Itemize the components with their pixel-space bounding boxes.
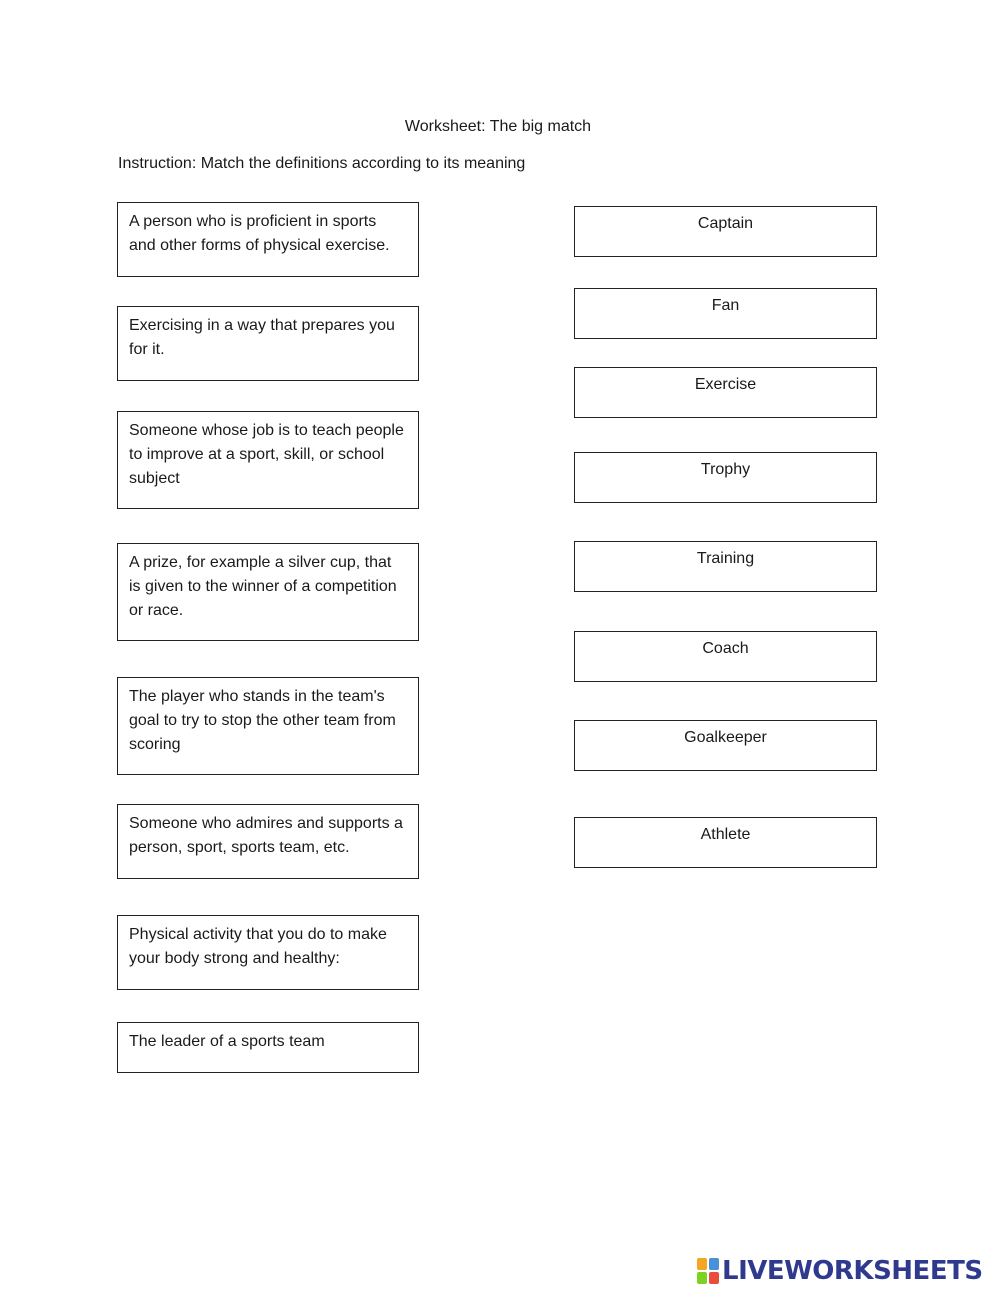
word-box-coach[interactable] [574, 631, 877, 682]
logo-square [697, 1272, 707, 1284]
definition-text: A person who is proficient in sports and other forms of physical exercise. [129, 213, 390, 254]
instruction-text: Instruction: Match the definitions according to its meaning [118, 155, 526, 172]
word-box-trophy[interactable] [574, 452, 877, 503]
word-box-exercise[interactable] [574, 367, 877, 418]
word-label: Trophy [700, 461, 751, 478]
logo-square [697, 1258, 707, 1270]
definition-text: Someone whose job is to teach people to improve at a sport, skill, or school subject [129, 422, 404, 487]
word-label: Training [696, 550, 755, 567]
definition-text: The leader of a sports team [129, 1033, 325, 1050]
word-label: Captain [697, 215, 754, 232]
definition-text: Someone who admires and supports a person, sport, sports team, etc. [129, 815, 403, 856]
word-label: Athlete [700, 826, 751, 843]
word-label: Coach [702, 640, 749, 657]
definition-box[interactable] [117, 543, 419, 641]
liveworksheets-brand [697, 1256, 983, 1286]
definition-box[interactable] [117, 306, 419, 381]
liveworksheets-logo-icon [697, 1258, 719, 1284]
definition-box[interactable] [117, 1022, 419, 1073]
definition-text: A prize, for example a silver cup, that is given to the winner of a competition or race. [129, 554, 397, 619]
definition-text: The player who stands in the team's goal to try to stop the other team from scoring [129, 688, 396, 753]
word-label: Goalkeeper [684, 729, 767, 746]
logo-square [709, 1258, 719, 1270]
definition-text: Exercising in a way that prepares you for it. [129, 317, 395, 358]
word-box-training[interactable] [574, 541, 877, 592]
definition-box[interactable] [117, 677, 419, 775]
logo-square [709, 1272, 719, 1284]
definition-box[interactable] [117, 915, 419, 990]
brand-name: LIVEWORKSHEETS [722, 1256, 983, 1286]
word-label: Exercise [694, 376, 757, 393]
definition-box[interactable] [117, 202, 419, 277]
word-box-athlete[interactable] [574, 817, 877, 868]
definition-box[interactable] [117, 804, 419, 879]
definition-text: Physical activity that you do to make your body strong and healthy: [129, 926, 387, 967]
definition-box[interactable] [117, 411, 419, 509]
word-label: Fan [711, 297, 740, 314]
word-box-fan[interactable] [574, 288, 877, 339]
word-box-goalkeeper[interactable] [574, 720, 877, 771]
word-box-captain[interactable] [574, 206, 877, 257]
worksheet-title: Worksheet: The big match [404, 118, 592, 135]
